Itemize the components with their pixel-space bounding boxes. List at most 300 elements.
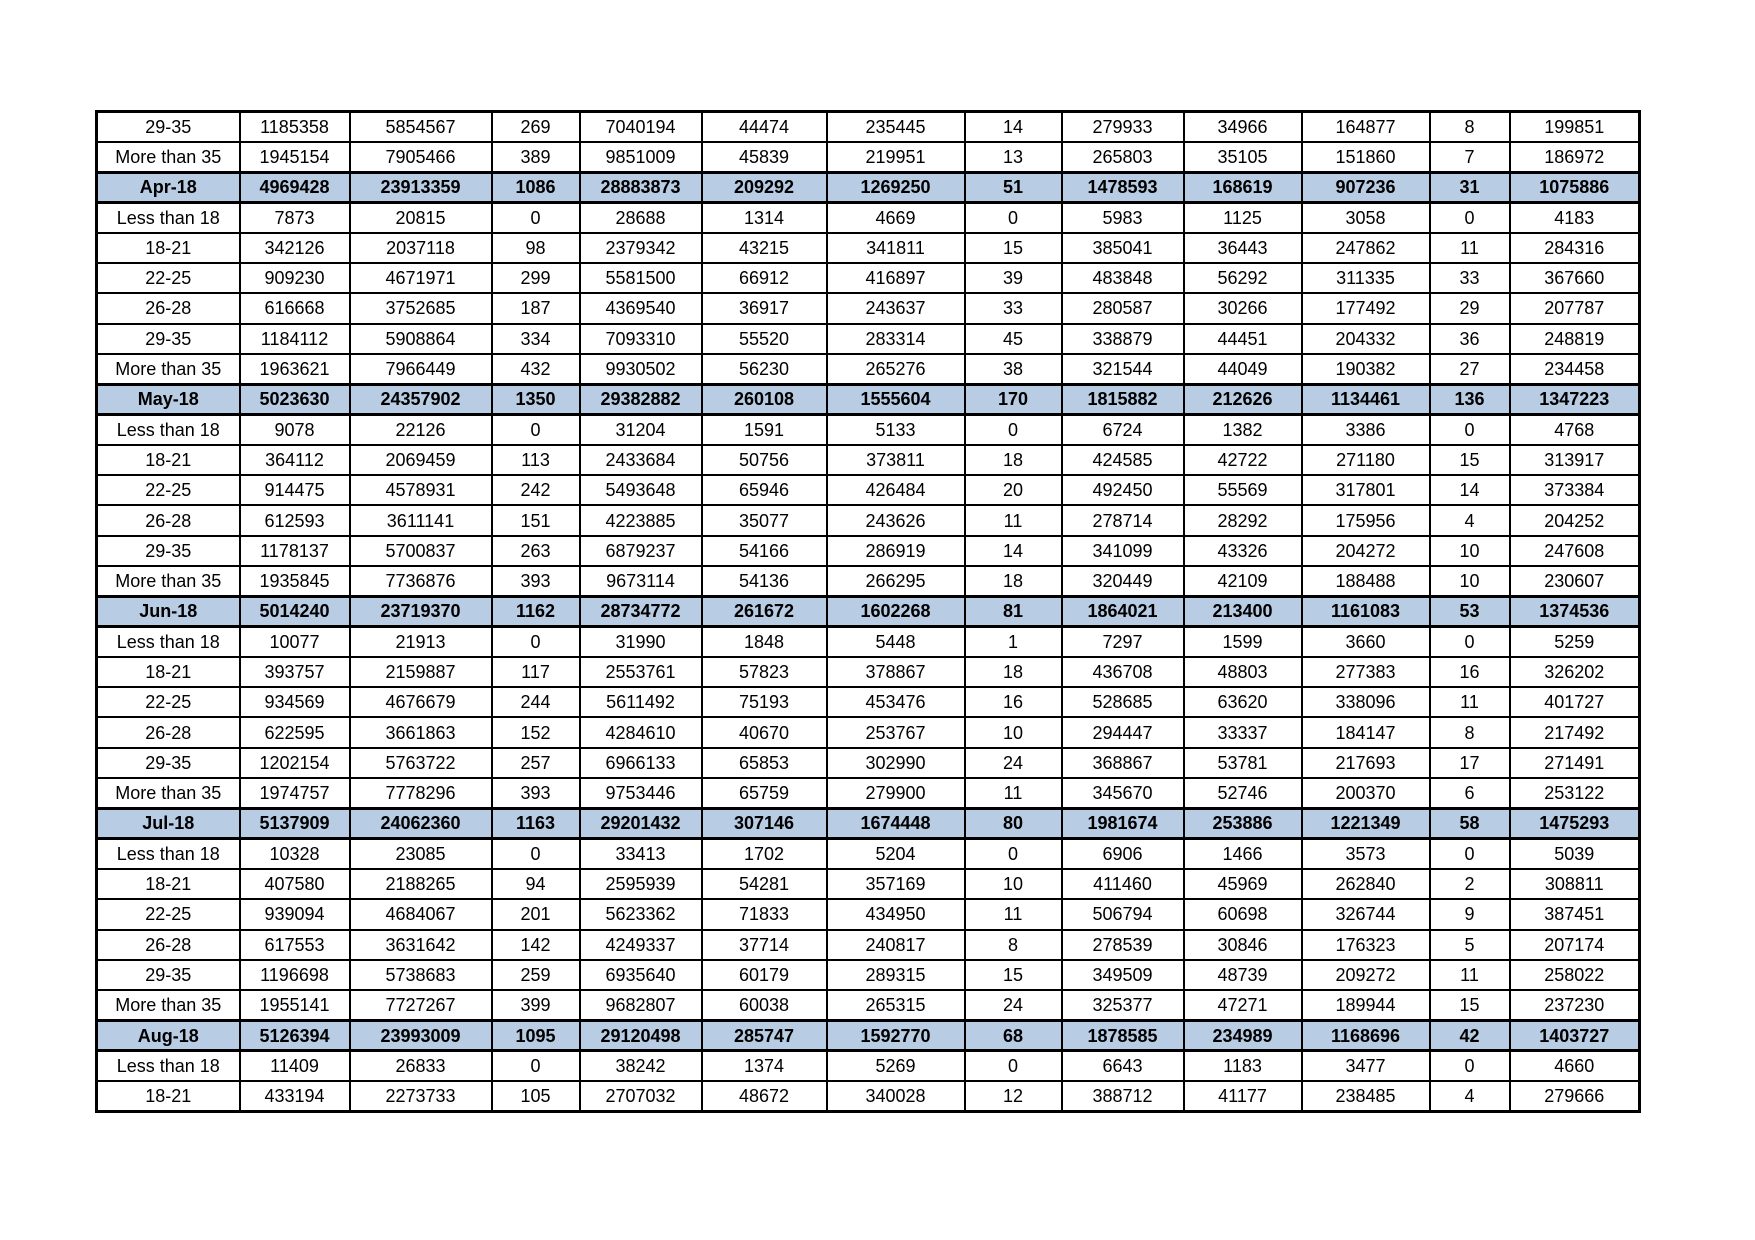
table-row bbox=[97, 657, 1640, 687]
value-cell: 66912 bbox=[702, 263, 827, 293]
value-cell: 12 bbox=[965, 1081, 1062, 1111]
value-cell: 5983 bbox=[1062, 202, 1184, 232]
value-cell: 56230 bbox=[702, 354, 827, 384]
value-cell: 50756 bbox=[702, 445, 827, 475]
value-cell: 33413 bbox=[580, 839, 702, 869]
value-cell: 1221349 bbox=[1302, 808, 1430, 838]
value-cell: 7873 bbox=[240, 202, 350, 232]
value-cell: 4671971 bbox=[350, 263, 492, 293]
value-cell: 43215 bbox=[702, 233, 827, 263]
value-cell: 257 bbox=[492, 748, 580, 778]
value-cell: 9078 bbox=[240, 414, 350, 444]
value-cell: 387451 bbox=[1510, 899, 1640, 929]
value-cell: 10 bbox=[965, 869, 1062, 899]
table-row bbox=[97, 566, 1640, 596]
value-cell: 907236 bbox=[1302, 172, 1430, 202]
value-cell: 184147 bbox=[1302, 717, 1430, 747]
value-cell: 317801 bbox=[1302, 475, 1430, 505]
value-cell: 45969 bbox=[1184, 869, 1302, 899]
value-cell: 207787 bbox=[1510, 293, 1640, 323]
value-cell: 483848 bbox=[1062, 263, 1184, 293]
value-cell: 914475 bbox=[240, 475, 350, 505]
value-cell: 238485 bbox=[1302, 1081, 1430, 1111]
value-cell: 94 bbox=[492, 869, 580, 899]
table-row bbox=[97, 627, 1640, 657]
value-cell: 168619 bbox=[1184, 172, 1302, 202]
value-cell: 13 bbox=[965, 142, 1062, 172]
table-row bbox=[97, 202, 1640, 232]
age-group-label: Less than 18 bbox=[97, 839, 240, 869]
age-group-label: 18-21 bbox=[97, 233, 240, 263]
value-cell: 307146 bbox=[702, 808, 827, 838]
value-cell: 31204 bbox=[580, 414, 702, 444]
value-cell: 11 bbox=[965, 778, 1062, 808]
value-cell: 1815882 bbox=[1062, 384, 1184, 414]
value-cell: 6724 bbox=[1062, 414, 1184, 444]
value-cell: 80 bbox=[965, 808, 1062, 838]
value-cell: 0 bbox=[492, 839, 580, 869]
value-cell: 58 bbox=[1430, 808, 1510, 838]
value-cell: 48803 bbox=[1184, 657, 1302, 687]
value-cell: 6966133 bbox=[580, 748, 702, 778]
value-cell: 11 bbox=[1430, 687, 1510, 717]
value-cell: 8 bbox=[1430, 717, 1510, 747]
value-cell: 81 bbox=[965, 596, 1062, 626]
table-row bbox=[97, 414, 1640, 444]
value-cell: 186972 bbox=[1510, 142, 1640, 172]
value-cell: 28688 bbox=[580, 202, 702, 232]
value-cell: 283314 bbox=[827, 324, 965, 354]
value-cell: 16 bbox=[965, 687, 1062, 717]
age-group-label: 29-35 bbox=[97, 324, 240, 354]
value-cell: 209292 bbox=[702, 172, 827, 202]
value-cell: 48739 bbox=[1184, 960, 1302, 990]
value-cell: 71833 bbox=[702, 899, 827, 929]
value-cell: 187 bbox=[492, 293, 580, 323]
value-cell: 45 bbox=[965, 324, 1062, 354]
value-cell: 5 bbox=[1430, 930, 1510, 960]
value-cell: 263 bbox=[492, 536, 580, 566]
value-cell: 204272 bbox=[1302, 536, 1430, 566]
value-cell: 285747 bbox=[702, 1020, 827, 1050]
value-cell: 373811 bbox=[827, 445, 965, 475]
value-cell: 7905466 bbox=[350, 142, 492, 172]
value-cell: 23719370 bbox=[350, 596, 492, 626]
value-cell: 1864021 bbox=[1062, 596, 1184, 626]
value-cell: 33 bbox=[965, 293, 1062, 323]
table-row bbox=[97, 717, 1640, 747]
value-cell: 266295 bbox=[827, 566, 965, 596]
value-cell: 244 bbox=[492, 687, 580, 717]
age-group-label: 29-35 bbox=[97, 112, 240, 142]
month-label: Jul-18 bbox=[97, 808, 240, 838]
age-group-label: Less than 18 bbox=[97, 202, 240, 232]
value-cell: 5581500 bbox=[580, 263, 702, 293]
value-cell: 0 bbox=[1430, 839, 1510, 869]
value-cell: 234458 bbox=[1510, 354, 1640, 384]
value-cell: 35077 bbox=[702, 505, 827, 535]
value-cell: 338096 bbox=[1302, 687, 1430, 717]
age-group-label: 18-21 bbox=[97, 869, 240, 899]
value-cell: 453476 bbox=[827, 687, 965, 717]
value-cell: 1674448 bbox=[827, 808, 965, 838]
value-cell: 7 bbox=[1430, 142, 1510, 172]
value-cell: 436708 bbox=[1062, 657, 1184, 687]
value-cell: 1374536 bbox=[1510, 596, 1640, 626]
value-cell: 325377 bbox=[1062, 990, 1184, 1020]
value-cell: 11 bbox=[965, 505, 1062, 535]
value-cell: 20 bbox=[965, 475, 1062, 505]
value-cell: 55520 bbox=[702, 324, 827, 354]
value-cell: 1591 bbox=[702, 414, 827, 444]
value-cell: 5623362 bbox=[580, 899, 702, 929]
month-summary-row bbox=[97, 172, 1640, 202]
value-cell: 36 bbox=[1430, 324, 1510, 354]
value-cell: 98 bbox=[492, 233, 580, 263]
table-row bbox=[97, 354, 1640, 384]
value-cell: 38242 bbox=[580, 1051, 702, 1081]
value-cell: 426484 bbox=[827, 475, 965, 505]
value-cell: 36443 bbox=[1184, 233, 1302, 263]
value-cell: 35105 bbox=[1184, 142, 1302, 172]
value-cell: 23993009 bbox=[350, 1020, 492, 1050]
value-cell: 7778296 bbox=[350, 778, 492, 808]
value-cell: 2069459 bbox=[350, 445, 492, 475]
value-cell: 334 bbox=[492, 324, 580, 354]
value-cell: 176323 bbox=[1302, 930, 1430, 960]
table-row bbox=[97, 233, 1640, 263]
value-cell: 217693 bbox=[1302, 748, 1430, 778]
value-cell: 4 bbox=[1430, 1081, 1510, 1111]
value-cell: 60038 bbox=[702, 990, 827, 1020]
value-cell: 51 bbox=[965, 172, 1062, 202]
value-cell: 308811 bbox=[1510, 869, 1640, 899]
value-cell: 24 bbox=[965, 748, 1062, 778]
value-cell: 44474 bbox=[702, 112, 827, 142]
value-cell: 28292 bbox=[1184, 505, 1302, 535]
value-cell: 1125 bbox=[1184, 202, 1302, 232]
value-cell: 9682807 bbox=[580, 990, 702, 1020]
month-summary-row bbox=[97, 384, 1640, 414]
value-cell: 378867 bbox=[827, 657, 965, 687]
value-cell: 5204 bbox=[827, 839, 965, 869]
value-cell: 22126 bbox=[350, 414, 492, 444]
table-row bbox=[97, 839, 1640, 869]
value-cell: 4249337 bbox=[580, 930, 702, 960]
value-cell: 201 bbox=[492, 899, 580, 929]
table-row bbox=[97, 1051, 1640, 1081]
value-cell: 2433684 bbox=[580, 445, 702, 475]
value-cell: 63620 bbox=[1184, 687, 1302, 717]
value-cell: 11 bbox=[965, 899, 1062, 929]
table-row bbox=[97, 748, 1640, 778]
value-cell: 1602268 bbox=[827, 596, 965, 626]
table-row bbox=[97, 869, 1640, 899]
value-cell: 338879 bbox=[1062, 324, 1184, 354]
value-cell: 14 bbox=[965, 536, 1062, 566]
value-cell: 190382 bbox=[1302, 354, 1430, 384]
value-cell: 40670 bbox=[702, 717, 827, 747]
table-row bbox=[97, 930, 1640, 960]
value-cell: 1162 bbox=[492, 596, 580, 626]
value-cell: 416897 bbox=[827, 263, 965, 293]
table-row bbox=[97, 112, 1640, 142]
value-cell: 368867 bbox=[1062, 748, 1184, 778]
value-cell: 151 bbox=[492, 505, 580, 535]
value-cell: 18 bbox=[965, 445, 1062, 475]
value-cell: 7727267 bbox=[350, 990, 492, 1020]
value-cell: 14 bbox=[1430, 475, 1510, 505]
value-cell: 1183 bbox=[1184, 1051, 1302, 1081]
value-cell: 4669 bbox=[827, 202, 965, 232]
value-cell: 367660 bbox=[1510, 263, 1640, 293]
age-group-label: More than 35 bbox=[97, 142, 240, 172]
age-group-label: 29-35 bbox=[97, 748, 240, 778]
value-cell: 271180 bbox=[1302, 445, 1430, 475]
value-cell: 3573 bbox=[1302, 839, 1430, 869]
value-cell: 7040194 bbox=[580, 112, 702, 142]
value-cell: 278714 bbox=[1062, 505, 1184, 535]
value-cell: 0 bbox=[965, 414, 1062, 444]
value-cell: 0 bbox=[965, 839, 1062, 869]
table-row bbox=[97, 475, 1640, 505]
month-label: Aug-18 bbox=[97, 1020, 240, 1050]
value-cell: 235445 bbox=[827, 112, 965, 142]
value-cell: 2188265 bbox=[350, 869, 492, 899]
value-cell: 27 bbox=[1430, 354, 1510, 384]
value-cell: 5611492 bbox=[580, 687, 702, 717]
value-cell: 313917 bbox=[1510, 445, 1640, 475]
value-cell: 411460 bbox=[1062, 869, 1184, 899]
value-cell: 1955141 bbox=[240, 990, 350, 1020]
age-group-label: 22-25 bbox=[97, 899, 240, 929]
value-cell: 2159887 bbox=[350, 657, 492, 687]
value-cell: 28883873 bbox=[580, 172, 702, 202]
value-cell: 33337 bbox=[1184, 717, 1302, 747]
value-cell: 217492 bbox=[1510, 717, 1640, 747]
value-cell: 54281 bbox=[702, 869, 827, 899]
table-row bbox=[97, 990, 1640, 1020]
age-group-label: Less than 18 bbox=[97, 414, 240, 444]
value-cell: 60179 bbox=[702, 960, 827, 990]
value-cell: 6906 bbox=[1062, 839, 1184, 869]
value-cell: 14 bbox=[965, 112, 1062, 142]
value-cell: 188488 bbox=[1302, 566, 1430, 596]
value-cell: 1599 bbox=[1184, 627, 1302, 657]
value-cell: 280587 bbox=[1062, 293, 1184, 323]
value-cell: 8 bbox=[1430, 112, 1510, 142]
value-cell: 1848 bbox=[702, 627, 827, 657]
value-cell: 10 bbox=[1430, 566, 1510, 596]
value-cell: 164877 bbox=[1302, 112, 1430, 142]
value-cell: 65759 bbox=[702, 778, 827, 808]
value-cell: 271491 bbox=[1510, 748, 1640, 778]
age-group-label: Less than 18 bbox=[97, 1051, 240, 1081]
value-cell: 3611141 bbox=[350, 505, 492, 535]
value-cell: 1347223 bbox=[1510, 384, 1640, 414]
value-cell: 1466 bbox=[1184, 839, 1302, 869]
value-cell: 34966 bbox=[1184, 112, 1302, 142]
value-cell: 1178137 bbox=[240, 536, 350, 566]
value-cell: 243637 bbox=[827, 293, 965, 323]
value-cell: 345670 bbox=[1062, 778, 1184, 808]
value-cell: 8 bbox=[965, 930, 1062, 960]
value-cell: 2 bbox=[1430, 869, 1510, 899]
value-cell: 24357902 bbox=[350, 384, 492, 414]
value-cell: 4369540 bbox=[580, 293, 702, 323]
table-row bbox=[97, 293, 1640, 323]
value-cell: 60698 bbox=[1184, 899, 1302, 929]
value-cell: 341099 bbox=[1062, 536, 1184, 566]
age-group-label: More than 35 bbox=[97, 354, 240, 384]
month-label: Apr-18 bbox=[97, 172, 240, 202]
value-cell: 253122 bbox=[1510, 778, 1640, 808]
value-cell: 24062360 bbox=[350, 808, 492, 838]
value-cell: 1075886 bbox=[1510, 172, 1640, 202]
value-cell: 1963621 bbox=[240, 354, 350, 384]
value-cell: 433194 bbox=[240, 1081, 350, 1111]
value-cell: 506794 bbox=[1062, 899, 1184, 929]
value-cell: 5014240 bbox=[240, 596, 350, 626]
table-row bbox=[97, 1081, 1640, 1111]
value-cell: 209272 bbox=[1302, 960, 1430, 990]
value-cell: 9851009 bbox=[580, 142, 702, 172]
value-cell: 247862 bbox=[1302, 233, 1430, 263]
value-cell: 75193 bbox=[702, 687, 827, 717]
value-cell: 213400 bbox=[1184, 596, 1302, 626]
value-cell: 401727 bbox=[1510, 687, 1640, 717]
value-cell: 2553761 bbox=[580, 657, 702, 687]
value-cell: 4969428 bbox=[240, 172, 350, 202]
value-cell: 247608 bbox=[1510, 536, 1640, 566]
value-cell: 2379342 bbox=[580, 233, 702, 263]
value-cell: 55569 bbox=[1184, 475, 1302, 505]
value-cell: 1086 bbox=[492, 172, 580, 202]
value-cell: 4 bbox=[1430, 505, 1510, 535]
value-cell: 11 bbox=[1430, 960, 1510, 990]
value-cell: 6935640 bbox=[580, 960, 702, 990]
value-cell: 1196698 bbox=[240, 960, 350, 990]
value-cell: 44049 bbox=[1184, 354, 1302, 384]
value-cell: 9753446 bbox=[580, 778, 702, 808]
value-cell: 28734772 bbox=[580, 596, 702, 626]
table-row bbox=[97, 505, 1640, 535]
value-cell: 3752685 bbox=[350, 293, 492, 323]
table-row bbox=[97, 445, 1640, 475]
value-cell: 31990 bbox=[580, 627, 702, 657]
value-cell: 1945154 bbox=[240, 142, 350, 172]
value-cell: 219951 bbox=[827, 142, 965, 172]
value-cell: 68 bbox=[965, 1020, 1062, 1050]
value-cell: 299 bbox=[492, 263, 580, 293]
age-group-label: 26-28 bbox=[97, 930, 240, 960]
value-cell: 5700837 bbox=[350, 536, 492, 566]
value-cell: 326202 bbox=[1510, 657, 1640, 687]
value-cell: 6643 bbox=[1062, 1051, 1184, 1081]
value-cell: 2595939 bbox=[580, 869, 702, 899]
value-cell: 151860 bbox=[1302, 142, 1430, 172]
value-cell: 1592770 bbox=[827, 1020, 965, 1050]
value-cell: 57823 bbox=[702, 657, 827, 687]
month-label: Jun-18 bbox=[97, 596, 240, 626]
value-cell: 1935845 bbox=[240, 566, 350, 596]
value-cell: 1382 bbox=[1184, 414, 1302, 444]
value-cell: 294447 bbox=[1062, 717, 1184, 747]
value-cell: 54166 bbox=[702, 536, 827, 566]
age-group-label: More than 35 bbox=[97, 566, 240, 596]
value-cell: 18 bbox=[965, 657, 1062, 687]
value-cell: 3386 bbox=[1302, 414, 1430, 444]
value-cell: 3660 bbox=[1302, 627, 1430, 657]
value-cell: 616668 bbox=[240, 293, 350, 323]
value-cell: 199851 bbox=[1510, 112, 1640, 142]
value-cell: 1702 bbox=[702, 839, 827, 869]
value-cell: 0 bbox=[492, 1051, 580, 1081]
value-cell: 1403727 bbox=[1510, 1020, 1640, 1050]
value-cell: 5493648 bbox=[580, 475, 702, 505]
value-cell: 1184112 bbox=[240, 324, 350, 354]
value-cell: 44451 bbox=[1184, 324, 1302, 354]
value-cell: 5908864 bbox=[350, 324, 492, 354]
value-cell: 0 bbox=[965, 202, 1062, 232]
value-cell: 15 bbox=[965, 233, 1062, 263]
value-cell: 1 bbox=[965, 627, 1062, 657]
value-cell: 4768 bbox=[1510, 414, 1640, 444]
value-cell: 242 bbox=[492, 475, 580, 505]
age-group-label: 26-28 bbox=[97, 717, 240, 747]
value-cell: 0 bbox=[492, 627, 580, 657]
value-cell: 1555604 bbox=[827, 384, 965, 414]
value-cell: 5259 bbox=[1510, 627, 1640, 657]
table-row bbox=[97, 536, 1640, 566]
value-cell: 105 bbox=[492, 1081, 580, 1111]
value-cell: 53781 bbox=[1184, 748, 1302, 778]
value-cell: 399 bbox=[492, 990, 580, 1020]
month-summary-row bbox=[97, 1020, 1640, 1050]
age-group-label: 26-28 bbox=[97, 293, 240, 323]
value-cell: 278539 bbox=[1062, 930, 1184, 960]
age-group-label: 18-21 bbox=[97, 445, 240, 475]
value-cell: 4660 bbox=[1510, 1051, 1640, 1081]
value-cell: 117 bbox=[492, 657, 580, 687]
value-cell: 0 bbox=[1430, 1051, 1510, 1081]
value-cell: 432 bbox=[492, 354, 580, 384]
value-cell: 31 bbox=[1430, 172, 1510, 202]
value-cell: 0 bbox=[1430, 414, 1510, 444]
value-cell: 175956 bbox=[1302, 505, 1430, 535]
value-cell: 30846 bbox=[1184, 930, 1302, 960]
value-cell: 10 bbox=[965, 717, 1062, 747]
value-cell: 939094 bbox=[240, 899, 350, 929]
value-cell: 10 bbox=[1430, 536, 1510, 566]
value-cell: 65946 bbox=[702, 475, 827, 505]
value-cell: 321544 bbox=[1062, 354, 1184, 384]
value-cell: 1350 bbox=[492, 384, 580, 414]
value-cell: 7297 bbox=[1062, 627, 1184, 657]
value-cell: 36917 bbox=[702, 293, 827, 323]
value-cell: 393 bbox=[492, 566, 580, 596]
value-cell: 265315 bbox=[827, 990, 965, 1020]
value-cell: 622595 bbox=[240, 717, 350, 747]
value-cell: 258022 bbox=[1510, 960, 1640, 990]
table-row bbox=[97, 142, 1640, 172]
value-cell: 1134461 bbox=[1302, 384, 1430, 414]
value-cell: 3058 bbox=[1302, 202, 1430, 232]
value-cell: 29382882 bbox=[580, 384, 702, 414]
value-cell: 277383 bbox=[1302, 657, 1430, 687]
value-cell: 265803 bbox=[1062, 142, 1184, 172]
value-cell: 0 bbox=[492, 414, 580, 444]
